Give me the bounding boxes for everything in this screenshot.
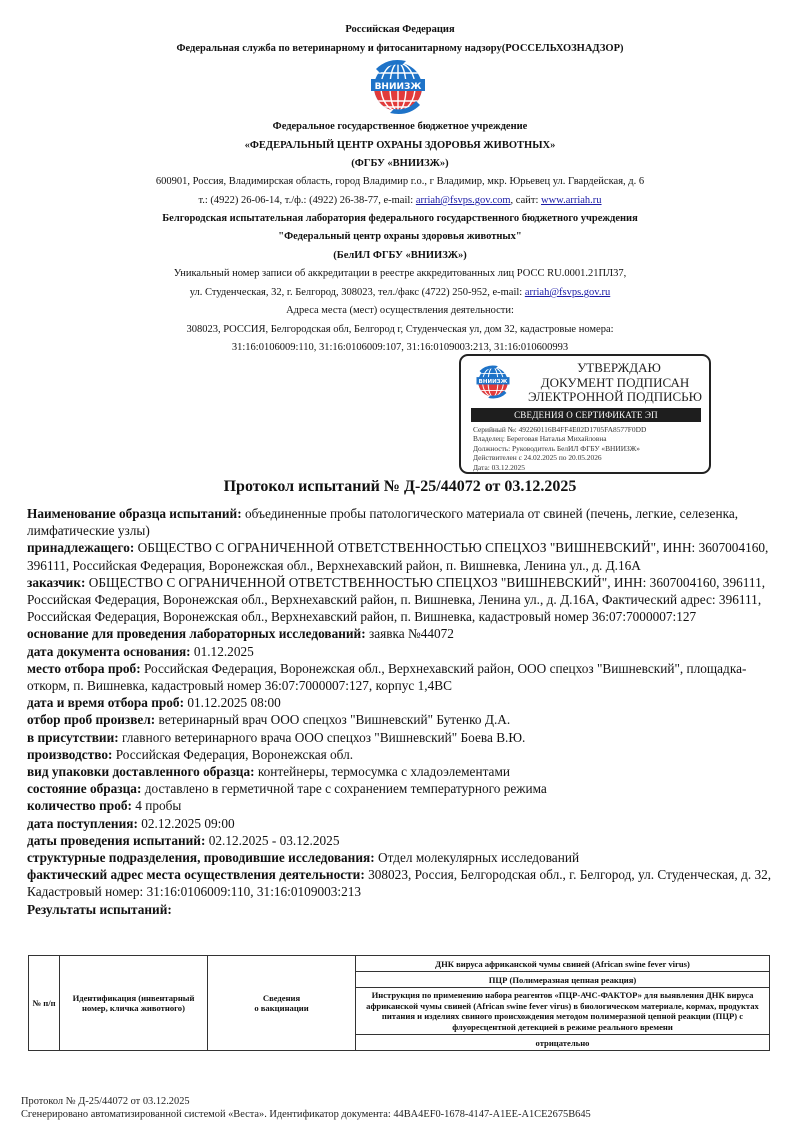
field-row	[27, 832, 777, 849]
field-label: вид упаковки доставленного образца:	[27, 764, 255, 780]
field-row	[27, 505, 777, 539]
field-label: дата документа основания:	[27, 643, 191, 659]
stamp-signed-line2: ЭЛЕКТРОННОЙ ПОДПИСЬЮ	[528, 389, 702, 404]
lab-address-prefix: ул. Студенческая, 32, г. Белгород, 308023, тел./факс (4722) 250-952, e-mail:	[189, 287, 525, 298]
field-value: 308023, Россия, Белгородская обл., г. Белгород, ул. Студенческая, д. 32, Кадастровый номер: 31:16:0106009:110, 31:16:0109003:213	[27, 867, 772, 900]
field-row	[27, 866, 777, 900]
protocol-title: Протокол испытаний № Д-25/44072 от 03.12.2025	[223, 478, 577, 495]
field-value: главного ветеринарного врача ООО спецхоз "Вишневский" Боева В.Ю.	[118, 729, 526, 745]
contacts-mid: , сайт:	[510, 195, 541, 206]
field-value: контейнеры, термосумка с хладоэлементами	[254, 764, 510, 780]
field-label: дата поступления:	[27, 815, 138, 831]
col-header-identification: Идентификация (инвентарный номер, кличка животного)	[60, 956, 208, 1051]
stamp-signed-line1: ДОКУМЕНТ ПОДПИСАН	[540, 375, 690, 390]
field-row	[27, 780, 777, 797]
test-target: ДНК вируса африканской чумы свиней (African swine fever virus)	[356, 956, 770, 972]
country-heading: Российская Федерация	[345, 24, 455, 35]
field-row	[27, 625, 777, 642]
field-value: ветеринарный врач ООО спецхоз "Вишневский" Бутенко Д.А.	[155, 712, 511, 728]
lab-short: (БелИЛ ФГБУ «ВНИИЗЖ»)	[333, 250, 467, 261]
field-value: 01.12.2025 08:00	[184, 695, 281, 711]
field-value: 02.12.2025 - 03.12.2025	[205, 832, 340, 848]
field-label: отбор проб произвел:	[27, 712, 156, 728]
field-value: Российская Федерация, Воронежская обл.	[112, 746, 354, 762]
field-label: заказчик:	[27, 574, 86, 590]
field-value: 02.12.2025 09:00	[137, 815, 235, 831]
field-row	[27, 746, 777, 763]
field-label: состояние образца:	[27, 781, 142, 797]
e-signature-stamp	[459, 354, 711, 474]
stamp-logo-text: ВНИИЗЖ	[478, 379, 508, 386]
field-value: доставлено в герметичной таре с сохранением температурного режима	[141, 781, 547, 797]
stamp-cert-info	[473, 425, 646, 472]
test-result: отрицательно	[356, 1035, 770, 1051]
lab-email-link[interactable]: arriah@fsvps.gov.ru	[524, 287, 611, 298]
protocol-fields	[27, 505, 777, 918]
field-label: количество проб:	[27, 798, 132, 814]
field-value: 01.12.2025	[190, 643, 254, 659]
field-value: ОБЩЕСТВО С ОГРАНИЧЕННОЙ ОТВЕТСТВЕННОСТЬЮ СПЕЦХОЗ "ВИШНЕВСКИЙ", ИНН: 3607004160, 396111, Российская Федерация, Воронежская обл., Верхнехавский район, п. Вишневка, Ленина ул., д. Д.16А	[27, 540, 769, 573]
field-row	[27, 539, 777, 573]
field-value: объединенные пробы патологического материала от свиней (печень, легкие, селезенка, лимфатические узлы)	[27, 506, 739, 539]
lab-contacts	[0, 287, 800, 298]
institution-name: «ФЕДЕРАЛЬНЫЙ ЦЕНТР ОХРАНЫ ЗДОРОВЬЯ ЖИВОТНЫХ»	[244, 140, 556, 151]
col-header-vaccination	[208, 956, 356, 1051]
stamp-signed	[519, 376, 711, 404]
col-header-number: № п/п	[29, 956, 60, 1051]
field-label: производство:	[27, 746, 113, 762]
field-row	[27, 815, 777, 832]
field-value: заявка №44072	[365, 626, 454, 642]
stamp-serial: Серийный №: 492260116B4FF4E02D1705FA8577F0DD	[473, 425, 647, 434]
institution-short: (ФГБУ «ВНИИЗЖ»)	[351, 158, 449, 169]
field-row	[27, 643, 777, 660]
service-heading: Федеральная служба по ветеринарному и фитосанитарному надзору(РОССЕЛЬХОЗНАДЗОР)	[176, 43, 624, 54]
field-label: место отбора проб:	[27, 660, 141, 676]
field-row	[27, 711, 777, 728]
field-value: Отдел молекулярных исследований	[374, 850, 580, 866]
stamp-valid: Действителен с 24.02.2025 по 20.05.2026	[473, 453, 602, 463]
logo-text: ВНИИЗЖ	[374, 82, 422, 92]
field-label: дата и время отбора проб:	[27, 695, 185, 711]
footer-protocol-ref: Протокол № Д-25/44072 от 03.12.2025	[21, 1096, 190, 1107]
field-row	[27, 574, 777, 626]
stamp-approve: УТВЕРЖДАЮ	[577, 360, 661, 375]
col-header-vaccination-line1: Сведения	[262, 993, 301, 1004]
lab-center: "Федеральный центр охраны здоровья животных"	[278, 231, 522, 242]
stamp-owner: Владелец: Береговая Наталья Михайловна	[473, 434, 607, 444]
test-instruction: Инструкция по применению набора реагентов «ПЦР-АЧС-ФАКТОР» для выявления ДНК вируса африканской чумы свиней (African swine fever virus) в биологическом материале, кормах, продуктах питания и изделиях свиного происхождения методом полимеразной цепной реакции (ПЦР) с флуоресцентной детекцией в режиме реального времени	[356, 988, 770, 1035]
contacts-prefix: т.: (4922) 26-06-14, т./ф.: (4922) 26-38-77, e-mail:	[198, 195, 416, 206]
field-label: фактический адрес места осуществления деятельности:	[27, 867, 365, 883]
field-label: принадлежащего:	[27, 540, 135, 556]
stamp-cert-header: СВЕДЕНИЯ О СЕРТИФИКАТЕ ЭП	[471, 408, 701, 422]
field-row	[27, 694, 777, 711]
field-label: в присутствии:	[27, 729, 119, 745]
col-header-vaccination-line2: о вакцинации	[254, 1003, 309, 1014]
institution-address: 600901, Россия, Владимирская область, город Владимир г.о., г Владимир, мкр. Юрьевец ул. Гвардейская, д. 6	[155, 176, 645, 187]
field-row	[27, 660, 777, 694]
field-row	[27, 849, 777, 866]
vniizh-logo	[362, 55, 434, 119]
activity-places-label: Адреса места (мест) осуществления деятельности:	[286, 305, 514, 316]
test-method: ПЦР (Полимеразная цепная реакция)	[356, 972, 770, 988]
institution-site-link[interactable]: www.arriah.ru	[541, 195, 602, 206]
institution-type: Федеральное государственное бюджетное учреждение	[272, 121, 528, 132]
field-row	[27, 729, 777, 746]
activity-address: 308023, РОССИЯ, Белгородская обл, Белгород г, Студенческая ул, дом 32, кадастровые номера:	[186, 324, 614, 335]
field-row	[27, 901, 777, 918]
field-value: ОБЩЕСТВО С ОГРАНИЧЕННОЙ ОТВЕТСТВЕННОСТЬЮ СПЕЦХОЗ "ВИШНЕВСКИЙ", ИНН: 3607004160, 396111, Российская Федерация, Воронежская обл., Верхнехавский район, п. Вишневка, Ленина ул., д. Д.16А, Фактический адрес: 396111, Российская Федерация, Воронежская обл., Верхнехавский район, п. Вишневка, кадастровый номер 36:07:7000007:127	[27, 574, 766, 625]
field-value: Российская Федерация, Воронежская обл., Верхнехавский район, ООО спецхоз "Вишневский", площадка-откорм, п. Вишневка, кадастровый номер 36:07:7000007:127, корпус 1,4ВС	[27, 660, 747, 694]
stamp-position: Должность: Руководитель БелИЛ ФГБУ «ВНИИЗЖ»	[473, 443, 640, 453]
results-table	[28, 955, 770, 1051]
field-row	[27, 797, 777, 814]
lab-name: Белгородская испытательная лаборатория федерального государственного бюджетного учреждения	[162, 213, 638, 224]
stamp-date: Дата: 03.12.2025	[473, 462, 525, 472]
field-value: 4 пробы	[131, 798, 182, 814]
page-footer	[21, 1095, 591, 1121]
accreditation-number: Уникальный номер записи об аккредитации в реестре аккредитованных лиц РОСС RU.0001.21ПЛ37,	[173, 268, 627, 279]
institution-contacts	[0, 195, 800, 206]
institution-email-link[interactable]: arriah@fsvps.gov.com	[415, 195, 511, 206]
field-label: Наименование образца испытаний:	[27, 506, 242, 521]
field-label: Результаты испытаний:	[27, 901, 172, 917]
cadastral-numbers: 31:16:0106009:110, 31:16:0106009:107, 31:16:0109003:213, 31:16:010600993	[231, 342, 569, 353]
field-label: основание для проведения лабораторных исследований:	[27, 626, 366, 642]
stamp-logo	[471, 362, 515, 402]
footer-generated: Сгенерировано автоматизированной системой «Веста». Идентификатор документа: 44BA4EF0-1678-4147-A1EE-A1CE2675B645	[21, 1109, 591, 1120]
field-label: структурные подразделения, проводившие исследования:	[27, 850, 375, 866]
field-label: даты проведения испытаний:	[27, 832, 206, 848]
field-row	[27, 763, 777, 780]
